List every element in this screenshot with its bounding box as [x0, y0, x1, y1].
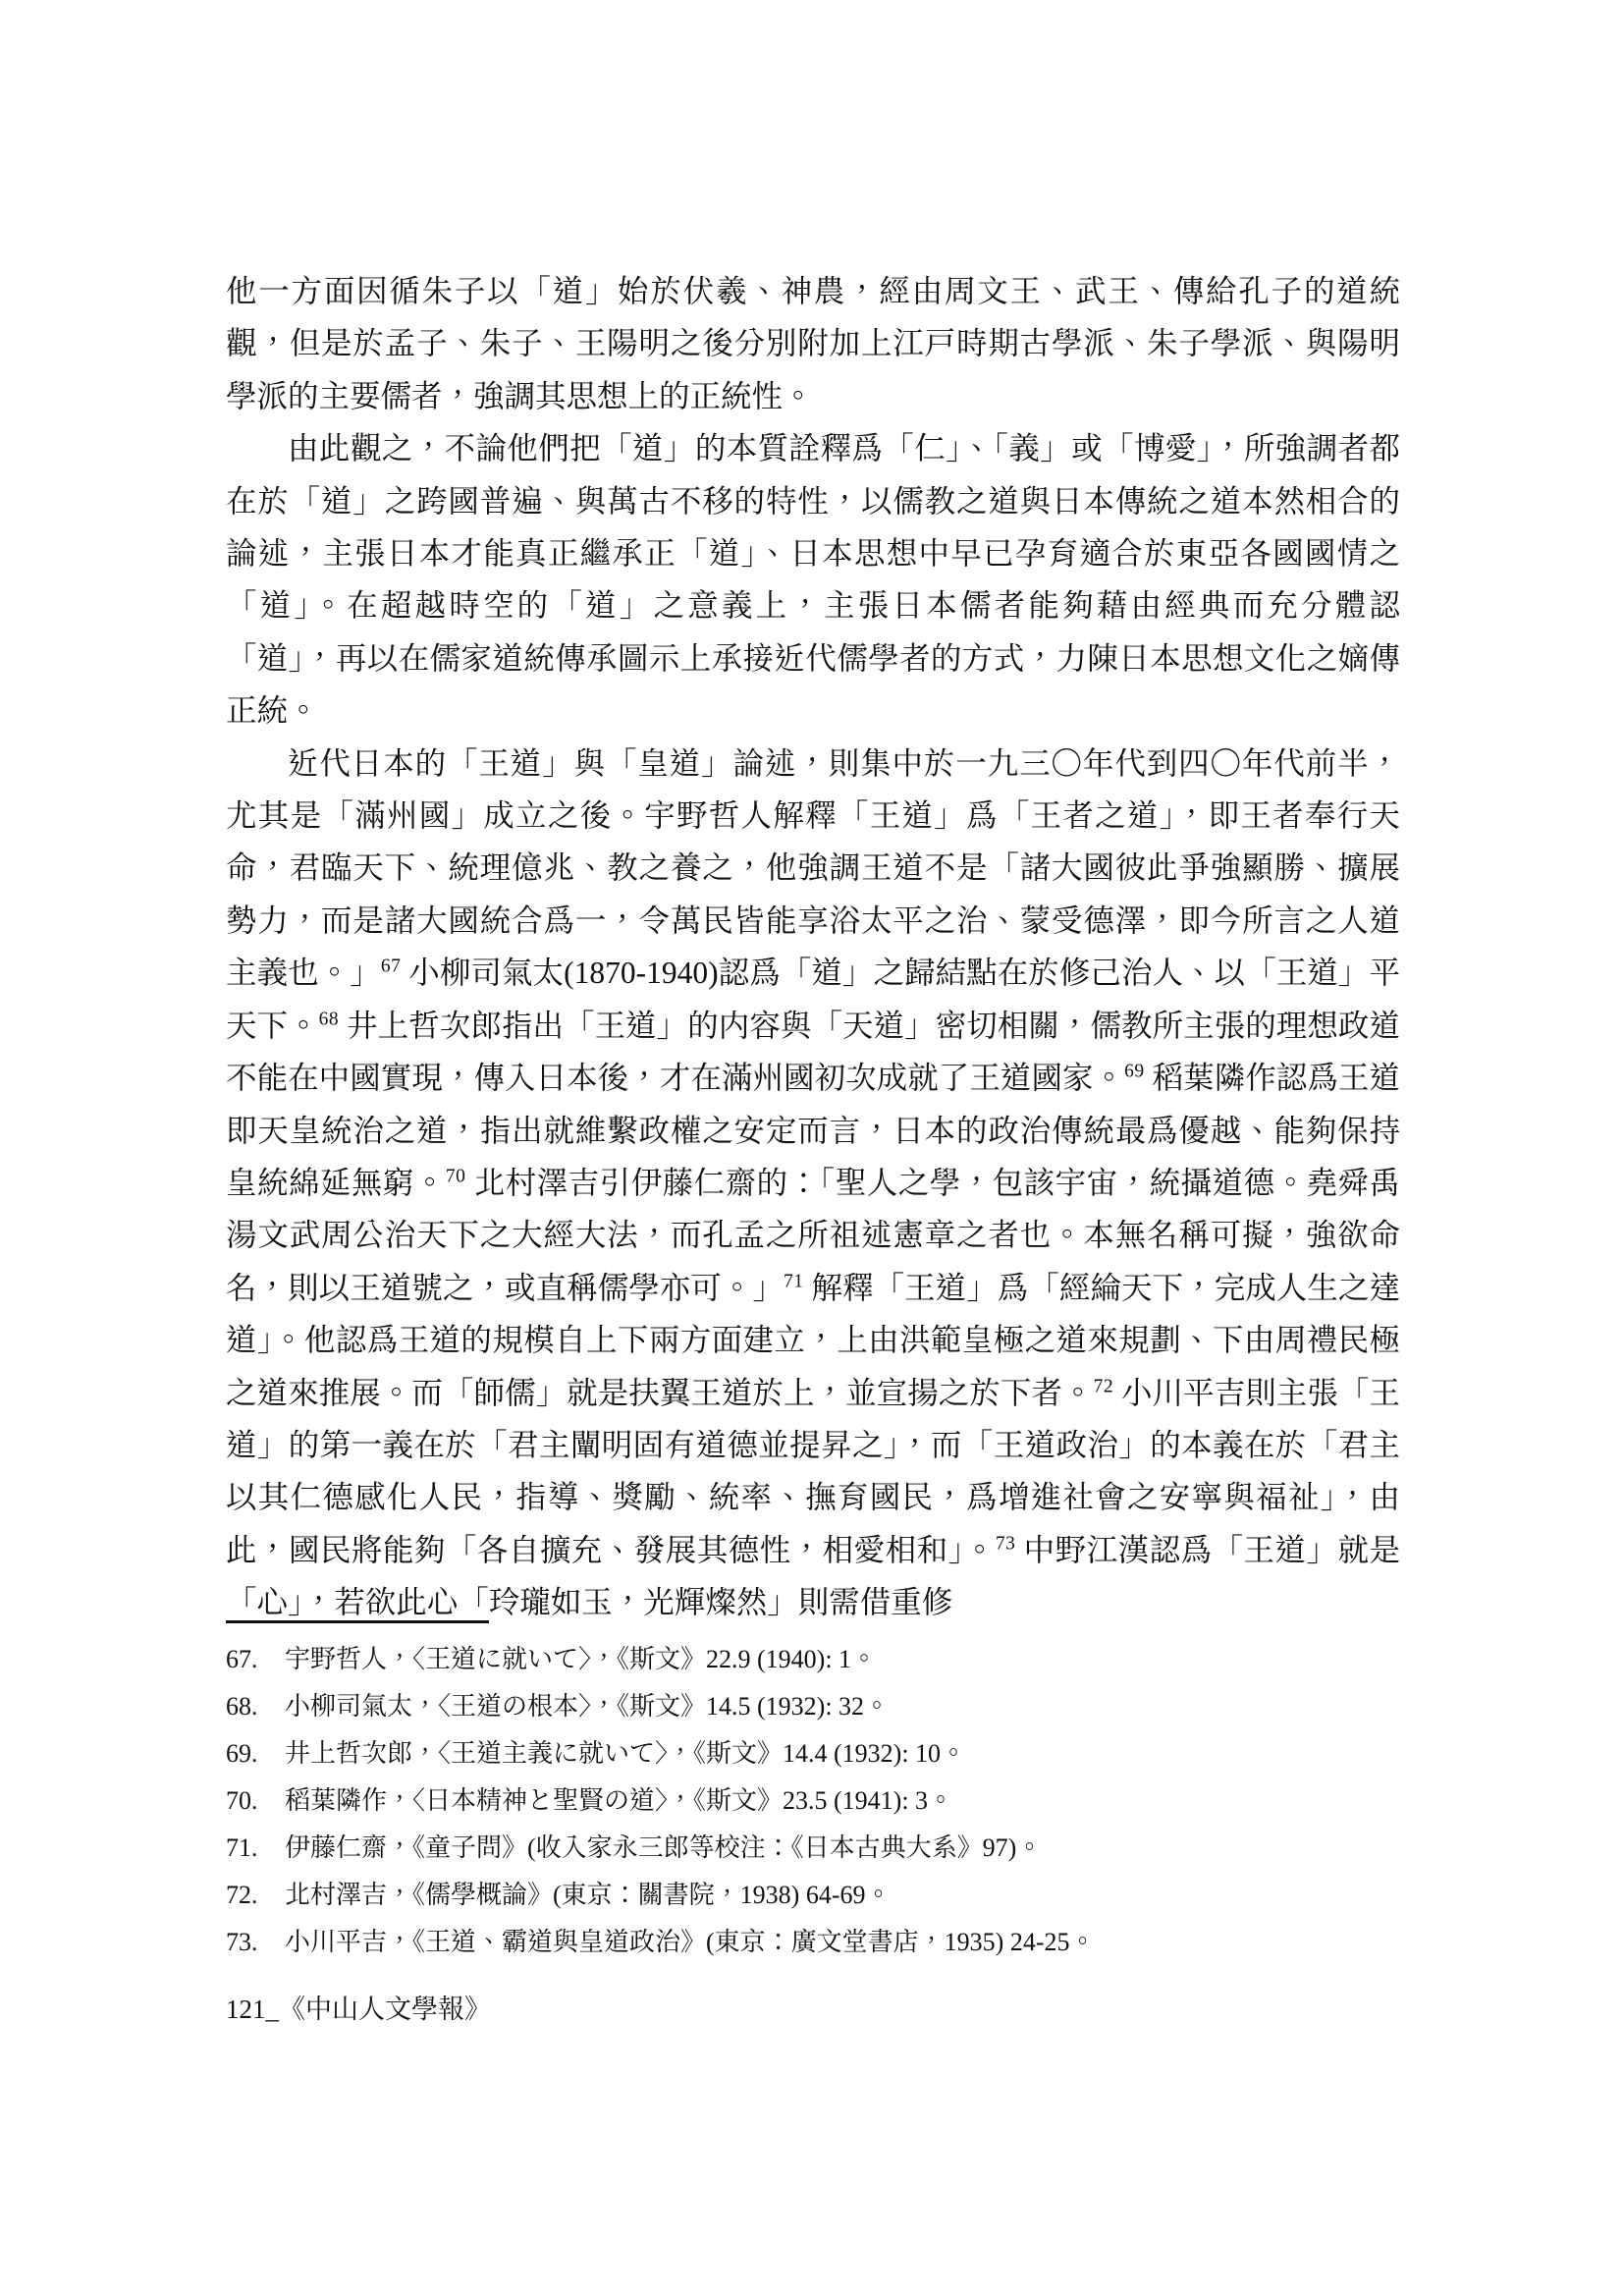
footnote-number: 73.	[226, 1928, 258, 1956]
text-run: 解釋「王道」爲「經綸天下，完成人生之達道」。他認爲王道的規模自上下兩方面建立，上由洪範皇極之道來規劃、下由周禮民極之道來推展。而「師儒」就是扶翼王道於上，並宣揚之於下者。	[226, 1270, 1400, 1410]
footnote-text: 小川平吉，《王道、霸道與皇道政治》(東京：廣文堂書店，1935) 24-25。	[285, 1928, 1096, 1956]
footnote-text: 井上哲次郎，〈王道主義に就いて〉，《斯文》14.4 (1932): 10。	[285, 1739, 967, 1768]
text-run: 稻葉隣作認爲王道即天皇統治之道，指出就維繫政權之安定而言，日本的政治傳統最爲優越、能夠保持皇統綿延無窮。	[226, 1061, 1400, 1200]
footnote-ref: 71	[784, 1271, 804, 1292]
footnote-ref: 70	[445, 1166, 466, 1187]
text-run: 北村澤吉引伊藤仁齋的：「聖人之學，包該宇宙，統攝道德。堯舜禹湯文武周公治天下之大經大法，而孔孟之所祖述憲章之者也。本無名稱可擬，強欲命名，則以王道號之，或直稱儒學亦可。」	[226, 1165, 1400, 1305]
footnote-ref: 67	[380, 956, 402, 977]
footnote-text: 北村澤吉，《儒學概論》(東京：關書院，1938) 64-69。	[285, 1881, 892, 1909]
page-number-journal-title: 121_《中山人文學報》	[226, 1995, 491, 2024]
footnote-item	[226, 1777, 1414, 1825]
footnote-item	[226, 1636, 1414, 1683]
text-run: 中野江漢認爲「王道」就是「心」，若欲此心「玲瓏如玉，光輝燦然」則需借重修	[226, 1532, 1400, 1620]
text-run: 小柳司氣太(1870-1940)認爲「道」之歸結點在於修己治人、以「王道」平天下。	[226, 956, 1400, 1043]
page-footer	[226, 1990, 491, 2029]
text-run: 由此觀之，不論他們把「道」的本質詮釋爲「仁」、「義」或「博愛」，所強調者都在於「道」之跨國普遍、與萬古不移的特性，以儒教之道與日本傳統之道本然相合的論述，主張日本才能真正繼承正「道」、日本思想中早已孕育適合於東亞各國國情之「道」。在超越時空的「道」之意義上，主張日本儒者能夠藉由經典而充分體認「道」，再以在儒家道統傳承圖示上承接近代儒學者的方式，力陳日本思想文化之嫡傳正統。	[226, 431, 1400, 729]
footnote-text: 小柳司氣太，〈王道の根本〉，《斯文》14.5 (1932): 32。	[285, 1692, 891, 1721]
footnote-separator	[226, 1620, 489, 1623]
footnote-ref: 73	[995, 1533, 1016, 1555]
footnote-number: 71.	[226, 1833, 258, 1862]
footnote-item	[226, 1730, 1414, 1777]
footnote-text: 稻葉隣作，〈日本精神と聖賢の道〉，《斯文》23.5 (1941): 3。	[285, 1786, 954, 1815]
footnote-number: 69.	[226, 1739, 258, 1768]
footnote-number: 67.	[226, 1645, 258, 1673]
footnote-number: 72.	[226, 1881, 258, 1909]
footnotes-section	[226, 1636, 1414, 1966]
body-paragraph	[226, 738, 1400, 1629]
footnote-number: 68.	[226, 1692, 258, 1721]
footnote-item	[226, 1872, 1414, 1919]
footnote-ref: 72	[1093, 1376, 1114, 1397]
footnote-item	[226, 1919, 1414, 1966]
body-paragraph	[226, 265, 1400, 422]
footnote-number: 70.	[226, 1786, 258, 1815]
footnote-text: 伊藤仁齋，《童子問》(收入家永三郎等校注：《日本古典大系》97)。	[285, 1833, 1043, 1862]
text-run: 近代日本的「王道」與「皇道」論述，則集中於一九三〇年代到四〇年代前半，尤其是「滿州國」成立之後。宇野哲人解釋「王道」爲「王者之道」，即王者奉行天命，君臨天下、統理億兆、教之養之，他強調王道不是「諸大國彼此爭強顯勝、擴展勢力，而是諸大國統合爲一，令萬民皆能享浴太平之治、蒙受德澤，即今所言之人道主義也。」	[226, 745, 1400, 991]
footnote-ref: 69	[1124, 1061, 1145, 1082]
text-run: 井上哲次郎指出「王道」的内容與「天道」密切相關，儒教所主張的理想政道不能在中國實現，傳入日本後，才在滿州國初次成就了王道國家。	[226, 1008, 1400, 1096]
footnote-item	[226, 1683, 1414, 1730]
text-run: 小川平吉則主張「王道」的第一義在於「君主闡明固有道德並提昇之」，而「王道政治」的本義在於「君主以其仁德感化人民，指導、獎勵、統率、撫育國民，爲增進社會之安寧與福祉」，由此，國民將能夠「各自擴充、發展其德性，相愛相和」。	[226, 1375, 1400, 1567]
footnote-text: 宇野哲人，〈王道に就いて〉，《斯文》22.9 (1940): 1。	[285, 1645, 878, 1673]
body-paragraph	[226, 422, 1400, 737]
body-text-block	[226, 265, 1400, 1629]
footnote-item	[226, 1825, 1414, 1872]
footnote-ref: 68	[318, 1009, 340, 1030]
text-run: 他一方面因循朱子以「道」始於伏羲、神農，經由周文王、武王、傳給孔子的道統觀，但是於孟子、朱子、王陽明之後分別附加上江戸時期古學派、朱子學派、與陽明學派的主要儒者，強調其思想上的正統性。	[226, 274, 1400, 413]
